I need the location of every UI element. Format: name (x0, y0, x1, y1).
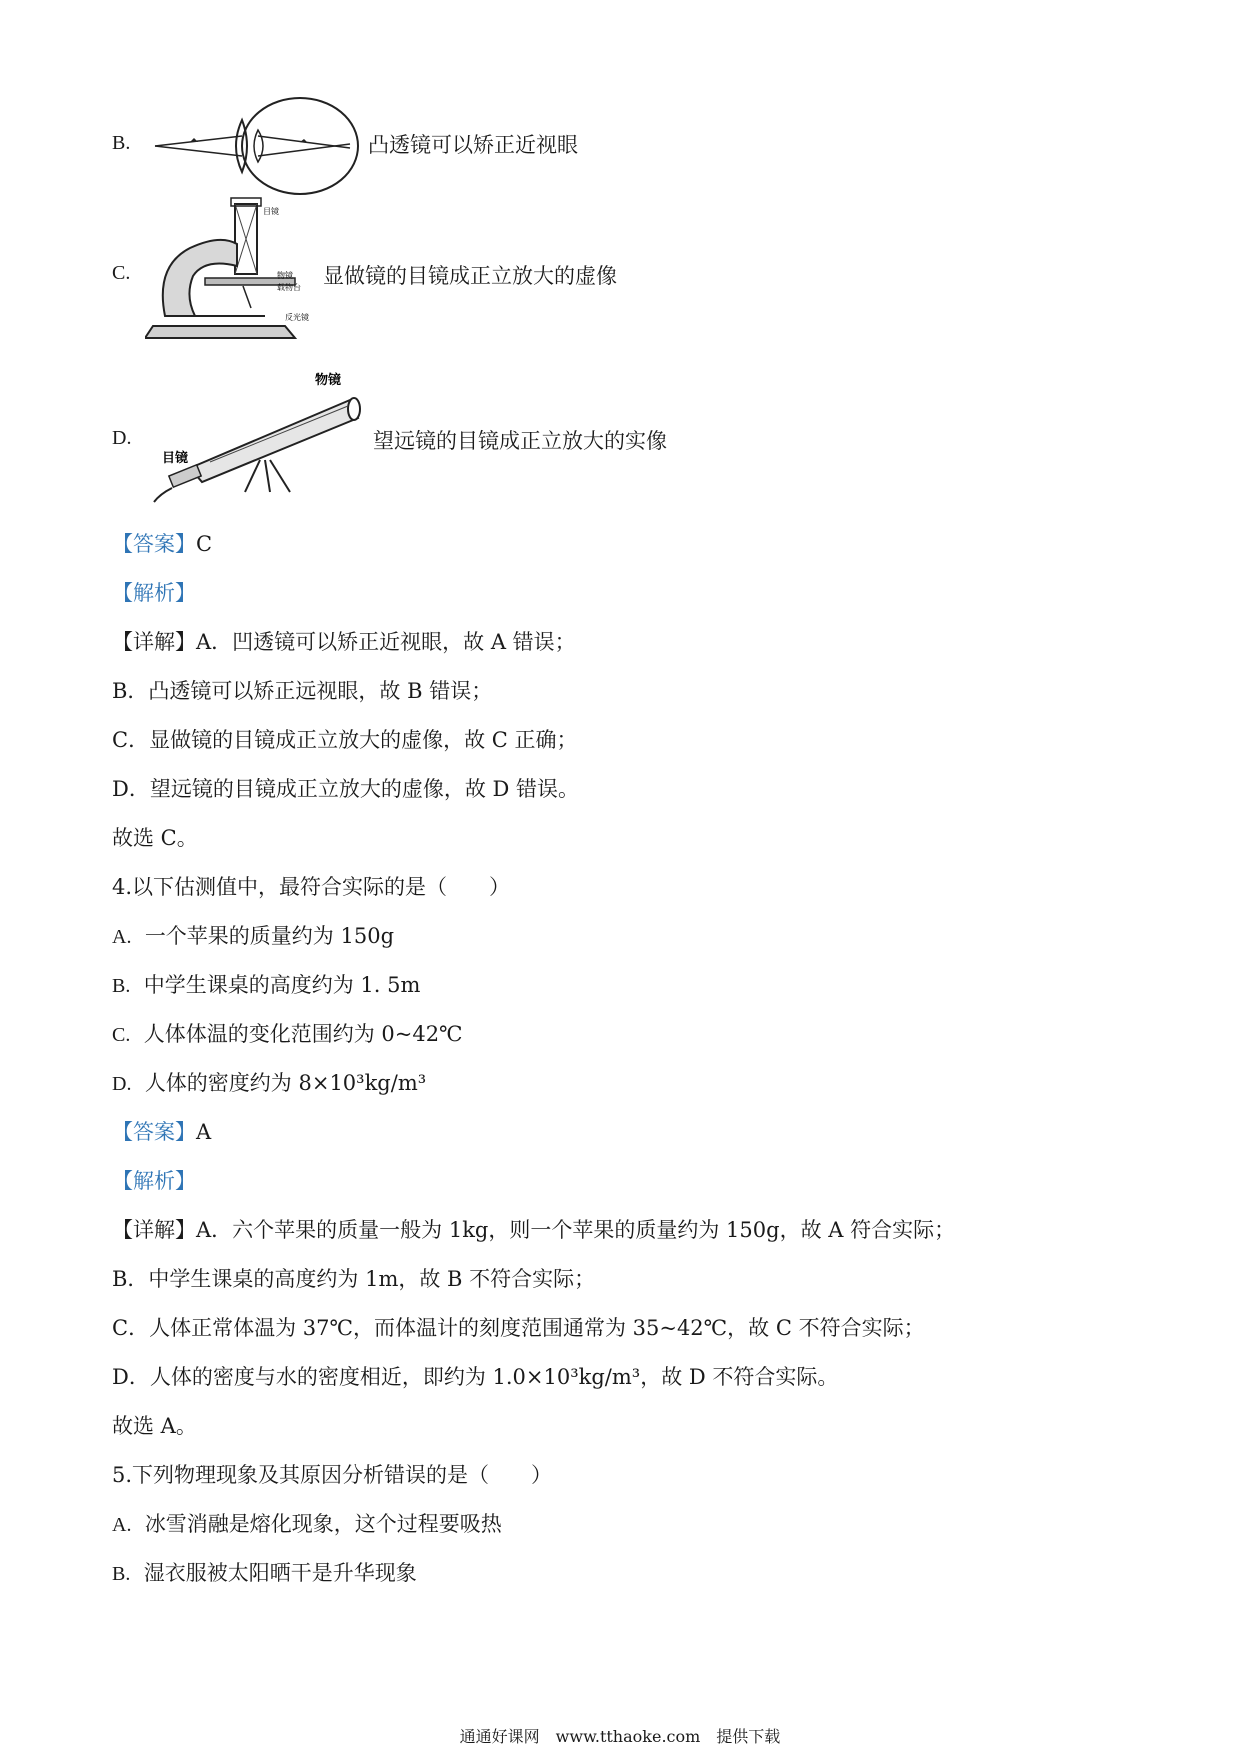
detail-line: D．人体的密度与水的密度相近，即约为 1.0×10³kg/m³，故 D 不符合实际。 (112, 1365, 839, 1389)
diagram-label: 反光镜 (285, 313, 309, 322)
option-row (112, 1508, 502, 1538)
detail-tag: 【详解】 (112, 630, 196, 654)
option-text: 湿衣服被太阳晒干是升华现象 (143, 1561, 417, 1585)
question-stem: 5.下列物理现象及其原因分析错误的是（ ） (112, 1463, 553, 1487)
answer-tag: 【答案】 (112, 1120, 196, 1144)
option-text: 冰雪消融是熔化现象，这个过程要吸热 (144, 1512, 502, 1536)
analysis-tag: 【解析】 (112, 581, 196, 605)
diagram-label: 物镜 (277, 271, 293, 280)
eye-lens-diagram (150, 92, 370, 204)
figure-caption: 显做镜的目镜成正立放大的虚像 (323, 264, 617, 288)
option-text: 人体体温的变化范围约为 0~42℃ (143, 1022, 463, 1046)
option-text: 人体的密度约为 8×10³kg/m³ (144, 1071, 427, 1095)
option-letter: D. (112, 427, 132, 449)
detail-line: B．中学生课桌的高度约为 1m，故 B 不符合实际； (112, 1267, 596, 1291)
option-row (112, 920, 394, 950)
option-row (112, 969, 420, 999)
option-letter: B. (112, 975, 131, 997)
detail-line: B．凸透镜可以矫正远视眼，故 B 错误； (112, 679, 493, 703)
diagram-label: 目镜 (162, 451, 189, 466)
analysis-tag: 【解析】 (112, 1169, 196, 1193)
detail-line: C．人体正常体温为 37℃，而体温计的刻度范围通常为 35~42℃，故 C 不符合实际； (112, 1316, 925, 1340)
option-text: 中学生课桌的高度约为 1. 5m (143, 973, 421, 997)
answer-value: A (196, 1120, 212, 1144)
option-row (112, 1067, 426, 1097)
figure-caption: 凸透镜可以矫正近视眼 (368, 133, 578, 157)
option-letter: C. (112, 1024, 131, 1046)
microscope-diagram (145, 196, 325, 342)
detail-text: A．凹透镜可以矫正近视眼，故 A 错误； (196, 630, 576, 654)
page-footer: 通通好课网 www.tthaoke.com 提供下载 (459, 1727, 781, 1746)
detail-line: C．显做镜的目镜成正立放大的虚像，故 C 正确； (112, 728, 578, 752)
question-stem: 4.以下估测值中，最符合实际的是（ ） (112, 875, 511, 899)
answer-value: C (196, 532, 213, 556)
conclusion-line: 故选 C。 (112, 826, 198, 850)
answer-line (112, 528, 212, 558)
conclusion-line: 故选 A。 (112, 1414, 197, 1438)
option-text: 一个苹果的质量约为 150g (144, 924, 395, 948)
diagram-label: 物镜 (315, 373, 342, 388)
detail-line (112, 626, 576, 656)
option-letter: B. (112, 132, 131, 154)
detail-line (112, 1214, 955, 1244)
option-letter: C. (112, 262, 131, 284)
figure-caption: 望远镜的目镜成正立放大的实像 (373, 429, 667, 453)
option-letter: A. (112, 1514, 132, 1536)
option-row (112, 1018, 463, 1048)
detail-text: A．六个苹果的质量一般为 1kg，则一个苹果的质量约为 150g，故 A 符合实际； (196, 1218, 956, 1242)
answer-line (112, 1116, 211, 1146)
diagram-label: 目镜 (263, 207, 279, 216)
option-letter: B. (112, 1563, 131, 1585)
option-letter: A. (112, 926, 132, 948)
telescope-diagram (150, 370, 380, 506)
detail-tag: 【详解】 (112, 1218, 196, 1242)
detail-line: D．望远镜的目镜成正立放大的虚像，故 D 错误。 (112, 777, 580, 801)
option-letter: D. (112, 1073, 132, 1095)
option-row (112, 1557, 417, 1587)
answer-tag: 【答案】 (112, 532, 196, 556)
diagram-label: 载物台 (277, 283, 301, 292)
